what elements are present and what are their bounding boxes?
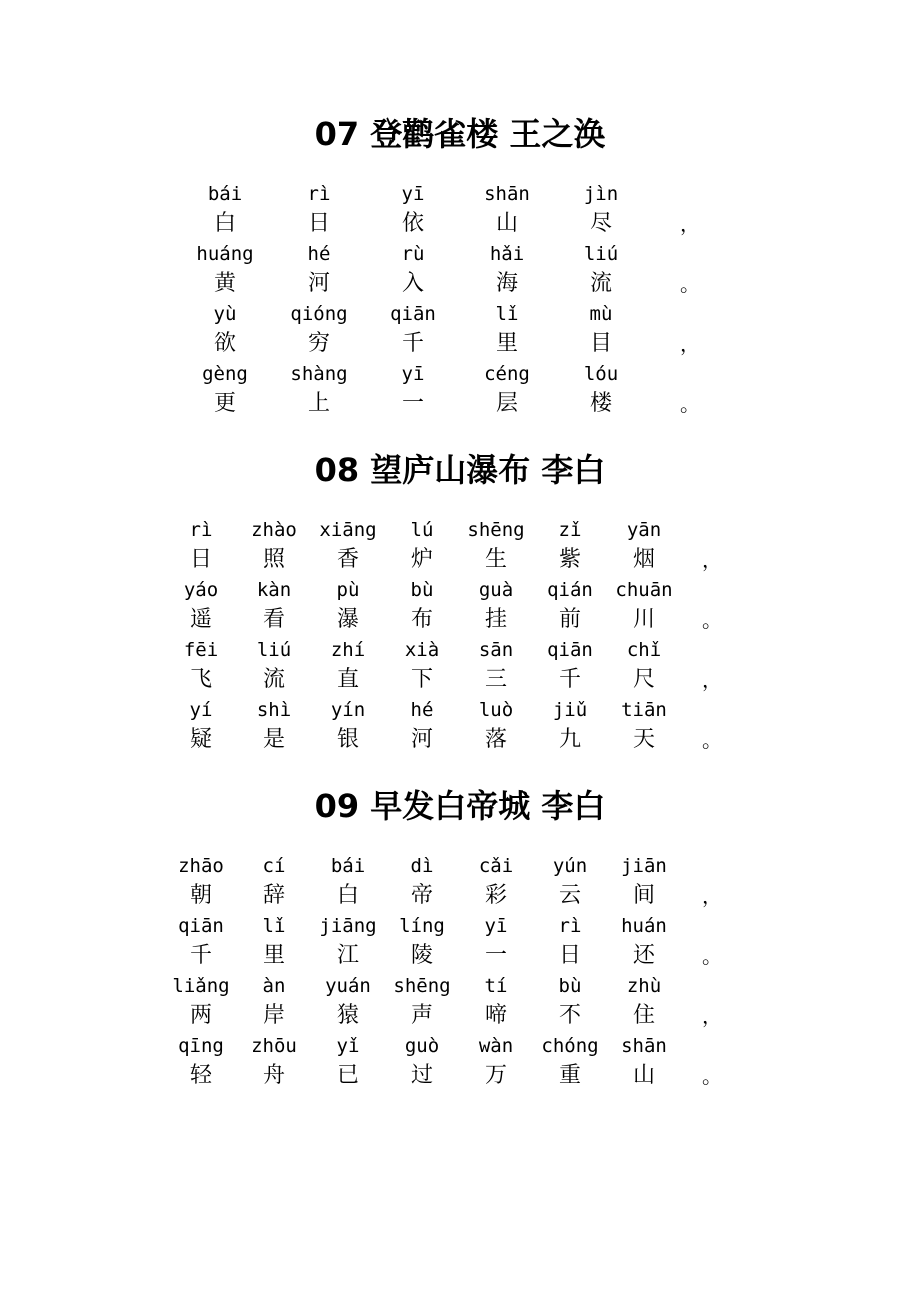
poem-line: [0, 912, 920, 972]
char-cell: [456, 972, 536, 1032]
hanzi: 白: [213, 211, 236, 236]
hanzi: 千: [401, 331, 424, 356]
punctuation: ，: [680, 332, 700, 356]
hanzi: 挂: [484, 607, 507, 632]
pinyin: cí: [262, 855, 286, 877]
punctuation: 。: [702, 1064, 722, 1088]
char-cell: [604, 852, 684, 912]
pinyin: tí: [484, 975, 508, 997]
char-cell: [382, 972, 462, 1032]
char-cell: [530, 912, 610, 972]
hanzi: 香: [336, 547, 359, 572]
hanzi: 岸: [262, 1003, 285, 1028]
pinyin: jiāng: [319, 915, 377, 937]
char-cell: [467, 180, 547, 240]
pinyin: huán: [621, 915, 667, 937]
hanzi: 过: [410, 1063, 433, 1088]
pinyin: liú: [583, 243, 619, 265]
pinyin: zhōu: [251, 1035, 297, 1057]
pinyin: pù: [336, 579, 360, 601]
pinyin: rù: [401, 243, 425, 265]
char-cell: [308, 912, 388, 972]
hanzi: 尺: [632, 667, 655, 692]
pinyin: yuán: [325, 975, 371, 997]
hanzi: 下: [410, 667, 433, 692]
hanzi: 遥: [189, 607, 212, 632]
pinyin: hé: [410, 699, 434, 721]
pinyin: dì: [410, 855, 434, 877]
char-cell: [467, 300, 547, 360]
hanzi: 轻: [189, 1063, 212, 1088]
char-cell: [456, 1032, 536, 1092]
pinyin: luò: [478, 699, 514, 721]
hanzi: 黄: [213, 271, 236, 296]
hanzi: 九: [558, 727, 581, 752]
char-cell: [604, 576, 684, 636]
hanzi: 穷: [307, 331, 330, 356]
pinyin: yī: [401, 183, 425, 205]
hanzi: 欲: [213, 331, 236, 356]
char-cell: [456, 852, 536, 912]
pinyin: jiān: [621, 855, 667, 877]
hanzi: 入: [401, 271, 424, 296]
char-cell: [234, 636, 314, 696]
char-cell: [161, 912, 241, 972]
char-cell: [234, 912, 314, 972]
hanzi: 是: [262, 727, 285, 752]
char-cell: [308, 1032, 388, 1092]
char-cell: [604, 636, 684, 696]
char-cell: [456, 576, 536, 636]
char-cell: [234, 576, 314, 636]
char-cell: [373, 240, 453, 300]
hanzi: 彩: [484, 883, 507, 908]
pinyin: shì: [256, 699, 292, 721]
hanzi: 江: [336, 943, 359, 968]
hanzi: 一: [484, 943, 507, 968]
punctuation: ，: [702, 668, 722, 692]
hanzi: 间: [632, 883, 655, 908]
punctuation: 。: [702, 608, 722, 632]
char-cell: [456, 696, 536, 756]
hanzi: 已: [336, 1063, 359, 1088]
pinyin: yín: [330, 699, 366, 721]
pinyin: guò: [404, 1035, 440, 1057]
poem-line: [0, 516, 920, 576]
hanzi: 看: [262, 607, 285, 632]
hanzi: 日: [558, 943, 581, 968]
poem-line: [0, 972, 920, 1032]
char-cell: [185, 180, 265, 240]
pinyin: lǐ: [262, 915, 286, 937]
hanzi: 朝: [189, 883, 212, 908]
pinyin: bái: [330, 855, 366, 877]
hanzi: 陵: [410, 943, 433, 968]
char-cell: [308, 696, 388, 756]
char-cell: [604, 972, 684, 1032]
char-cell: [373, 180, 453, 240]
pinyin: céng: [484, 363, 530, 385]
pinyin: hé: [307, 243, 331, 265]
hanzi: 生: [484, 547, 507, 572]
char-cell: [604, 1032, 684, 1092]
char-cell: [530, 576, 610, 636]
char-cell: [382, 516, 462, 576]
char-cell: [161, 516, 241, 576]
hanzi: 千: [189, 943, 212, 968]
char-cell: [561, 360, 641, 420]
pinyin: líng: [399, 915, 445, 937]
pinyin: cǎi: [478, 855, 514, 877]
hanzi: 照: [262, 547, 285, 572]
char-cell: [561, 180, 641, 240]
char-cell: [234, 696, 314, 756]
char-cell: [382, 852, 462, 912]
pinyin: qióng: [290, 303, 348, 325]
hanzi: 落: [484, 727, 507, 752]
pinyin: gèng: [202, 363, 248, 385]
pinyin: jìn: [583, 183, 619, 205]
pinyin: jiǔ: [552, 699, 588, 721]
char-cell: [604, 696, 684, 756]
poem-line: [0, 852, 920, 912]
pinyin: zhí: [330, 639, 366, 661]
punctuation: 。: [680, 272, 700, 296]
char-cell: [530, 972, 610, 1032]
char-cell: [185, 360, 265, 420]
char-cell: [530, 516, 610, 576]
hanzi: 千: [558, 667, 581, 692]
pinyin: bù: [558, 975, 582, 997]
hanzi: 山: [632, 1063, 655, 1088]
pinyin: yǐ: [336, 1035, 360, 1057]
hanzi: 帝: [410, 883, 433, 908]
char-cell: [604, 912, 684, 972]
hanzi: 重: [558, 1063, 581, 1088]
pinyin: qiān: [547, 639, 593, 661]
hanzi: 紫: [558, 547, 581, 572]
char-cell: [373, 300, 453, 360]
hanzi: 依: [401, 211, 424, 236]
pinyin: liú: [256, 639, 292, 661]
hanzi: 日: [189, 547, 212, 572]
hanzi: 三: [484, 667, 507, 692]
pinyin: yí: [189, 699, 213, 721]
pinyin: qiān: [178, 915, 224, 937]
pinyin: zhào: [251, 519, 297, 541]
hanzi: 前: [558, 607, 581, 632]
pinyin: àn: [262, 975, 286, 997]
char-cell: [456, 912, 536, 972]
poem-title: 09 早发白帝城 李白: [314, 787, 606, 825]
punctuation: 。: [702, 728, 722, 752]
char-cell: [456, 516, 536, 576]
char-cell: [382, 1032, 462, 1092]
char-cell: [530, 636, 610, 696]
hanzi: 里: [495, 331, 518, 356]
punctuation: 。: [680, 392, 700, 416]
char-cell: [373, 360, 453, 420]
hanzi: 云: [558, 883, 581, 908]
hanzi: 烟: [632, 547, 655, 572]
pinyin: shān: [484, 183, 530, 205]
char-cell: [308, 636, 388, 696]
char-cell: [561, 300, 641, 360]
char-cell: [604, 516, 684, 576]
pinyin: zhāo: [178, 855, 224, 877]
hanzi: 日: [307, 211, 330, 236]
char-cell: [467, 240, 547, 300]
hanzi: 川: [632, 607, 655, 632]
char-cell: [279, 360, 359, 420]
hanzi: 舟: [262, 1063, 285, 1088]
hanzi: 布: [410, 607, 433, 632]
hanzi: 还: [632, 943, 655, 968]
hanzi: 瀑: [336, 607, 359, 632]
char-cell: [530, 852, 610, 912]
hanzi: 河: [307, 271, 330, 296]
hanzi: 住: [632, 1003, 655, 1028]
char-cell: [161, 972, 241, 1032]
char-cell: [234, 852, 314, 912]
hanzi: 炉: [410, 547, 433, 572]
hanzi: 猿: [336, 1003, 359, 1028]
pinyin: guà: [478, 579, 514, 601]
hanzi: 直: [336, 667, 359, 692]
hanzi: 楼: [589, 391, 612, 416]
char-cell: [279, 300, 359, 360]
pinyin: chuān: [615, 579, 673, 601]
hanzi: 流: [262, 667, 285, 692]
poem-line: [0, 240, 920, 300]
hanzi: 层: [495, 391, 518, 416]
hanzi: 白: [336, 883, 359, 908]
pinyin: liǎng: [172, 975, 230, 997]
char-cell: [161, 576, 241, 636]
poem-line: [0, 696, 920, 756]
char-cell: [530, 1032, 610, 1092]
pinyin: qiān: [390, 303, 436, 325]
char-cell: [308, 852, 388, 912]
pinyin: yī: [401, 363, 425, 385]
char-cell: [279, 180, 359, 240]
char-cell: [234, 516, 314, 576]
poem-line: [0, 636, 920, 696]
pinyin: qīng: [178, 1035, 224, 1057]
char-cell: [308, 516, 388, 576]
punctuation: ，: [702, 1004, 722, 1028]
hanzi: 山: [495, 211, 518, 236]
pinyin: yān: [626, 519, 662, 541]
pinyin: wàn: [478, 1035, 514, 1057]
pinyin: shēng: [393, 975, 451, 997]
char-cell: [382, 912, 462, 972]
char-cell: [185, 300, 265, 360]
pinyin: yī: [484, 915, 508, 937]
char-cell: [456, 636, 536, 696]
poem-line: [0, 1032, 920, 1092]
char-cell: [308, 972, 388, 1032]
poem-lines: [0, 852, 920, 1092]
hanzi: 银: [336, 727, 359, 752]
char-cell: [382, 576, 462, 636]
hanzi: 里: [262, 943, 285, 968]
pinyin: rì: [558, 915, 582, 937]
poem-title: 07 登鹳雀楼 王之涣: [314, 115, 606, 153]
pinyin: rì: [189, 519, 213, 541]
hanzi: 更: [213, 391, 236, 416]
pinyin: lóu: [583, 363, 619, 385]
hanzi: 不: [558, 1003, 581, 1028]
punctuation: ，: [702, 884, 722, 908]
punctuation: ，: [680, 212, 700, 236]
char-cell: [161, 696, 241, 756]
poem-title: 08 望庐山瀑布 李白: [314, 451, 606, 489]
char-cell: [561, 240, 641, 300]
pinyin: shān: [621, 1035, 667, 1057]
pinyin: bù: [410, 579, 434, 601]
pinyin: lú: [410, 519, 434, 541]
hanzi: 尽: [589, 211, 612, 236]
char-cell: [308, 576, 388, 636]
char-cell: [161, 636, 241, 696]
char-cell: [382, 696, 462, 756]
hanzi: 一: [401, 391, 424, 416]
pinyin: xià: [404, 639, 440, 661]
hanzi: 流: [589, 271, 612, 296]
pinyin: hǎi: [489, 243, 525, 265]
pinyin: rì: [307, 183, 331, 205]
hanzi: 辞: [262, 883, 285, 908]
punctuation: ，: [702, 548, 722, 572]
char-cell: [234, 972, 314, 1032]
hanzi: 上: [307, 391, 330, 416]
pinyin: kàn: [256, 579, 292, 601]
pinyin: zhù: [626, 975, 662, 997]
char-cell: [161, 1032, 241, 1092]
hanzi: 河: [410, 727, 433, 752]
pinyin: sān: [478, 639, 514, 661]
char-cell: [234, 1032, 314, 1092]
pinyin: chóng: [541, 1035, 599, 1057]
poem-line: [0, 180, 920, 240]
poem-line: [0, 360, 920, 420]
pinyin: fēi: [183, 639, 219, 661]
pinyin: yún: [552, 855, 588, 877]
hanzi: 飞: [189, 667, 212, 692]
char-cell: [161, 852, 241, 912]
poem-lines: [0, 516, 920, 756]
pinyin: zǐ: [558, 519, 582, 541]
pinyin: tiān: [621, 699, 667, 721]
poem-line: [0, 576, 920, 636]
pinyin: yù: [213, 303, 237, 325]
punctuation: 。: [702, 944, 722, 968]
char-cell: [467, 360, 547, 420]
pinyin: qián: [547, 579, 593, 601]
pinyin: mù: [589, 303, 613, 325]
hanzi: 万: [484, 1063, 507, 1088]
pinyin: xiāng: [319, 519, 377, 541]
poem-lines: [0, 180, 920, 420]
hanzi: 声: [410, 1003, 433, 1028]
hanzi: 啼: [484, 1003, 507, 1028]
hanzi: 目: [589, 331, 612, 356]
poem-line: [0, 300, 920, 360]
hanzi: 天: [632, 727, 655, 752]
pinyin: bái: [207, 183, 243, 205]
hanzi: 海: [495, 271, 518, 296]
char-cell: [279, 240, 359, 300]
hanzi: 疑: [189, 727, 212, 752]
pinyin: shēng: [467, 519, 525, 541]
pinyin: chǐ: [626, 639, 662, 661]
char-cell: [530, 696, 610, 756]
hanzi: 两: [189, 1003, 212, 1028]
pinyin: shàng: [290, 363, 348, 385]
pinyin: huáng: [196, 243, 254, 265]
char-cell: [185, 240, 265, 300]
pinyin: yáo: [183, 579, 219, 601]
char-cell: [382, 636, 462, 696]
pinyin: lǐ: [495, 303, 519, 325]
